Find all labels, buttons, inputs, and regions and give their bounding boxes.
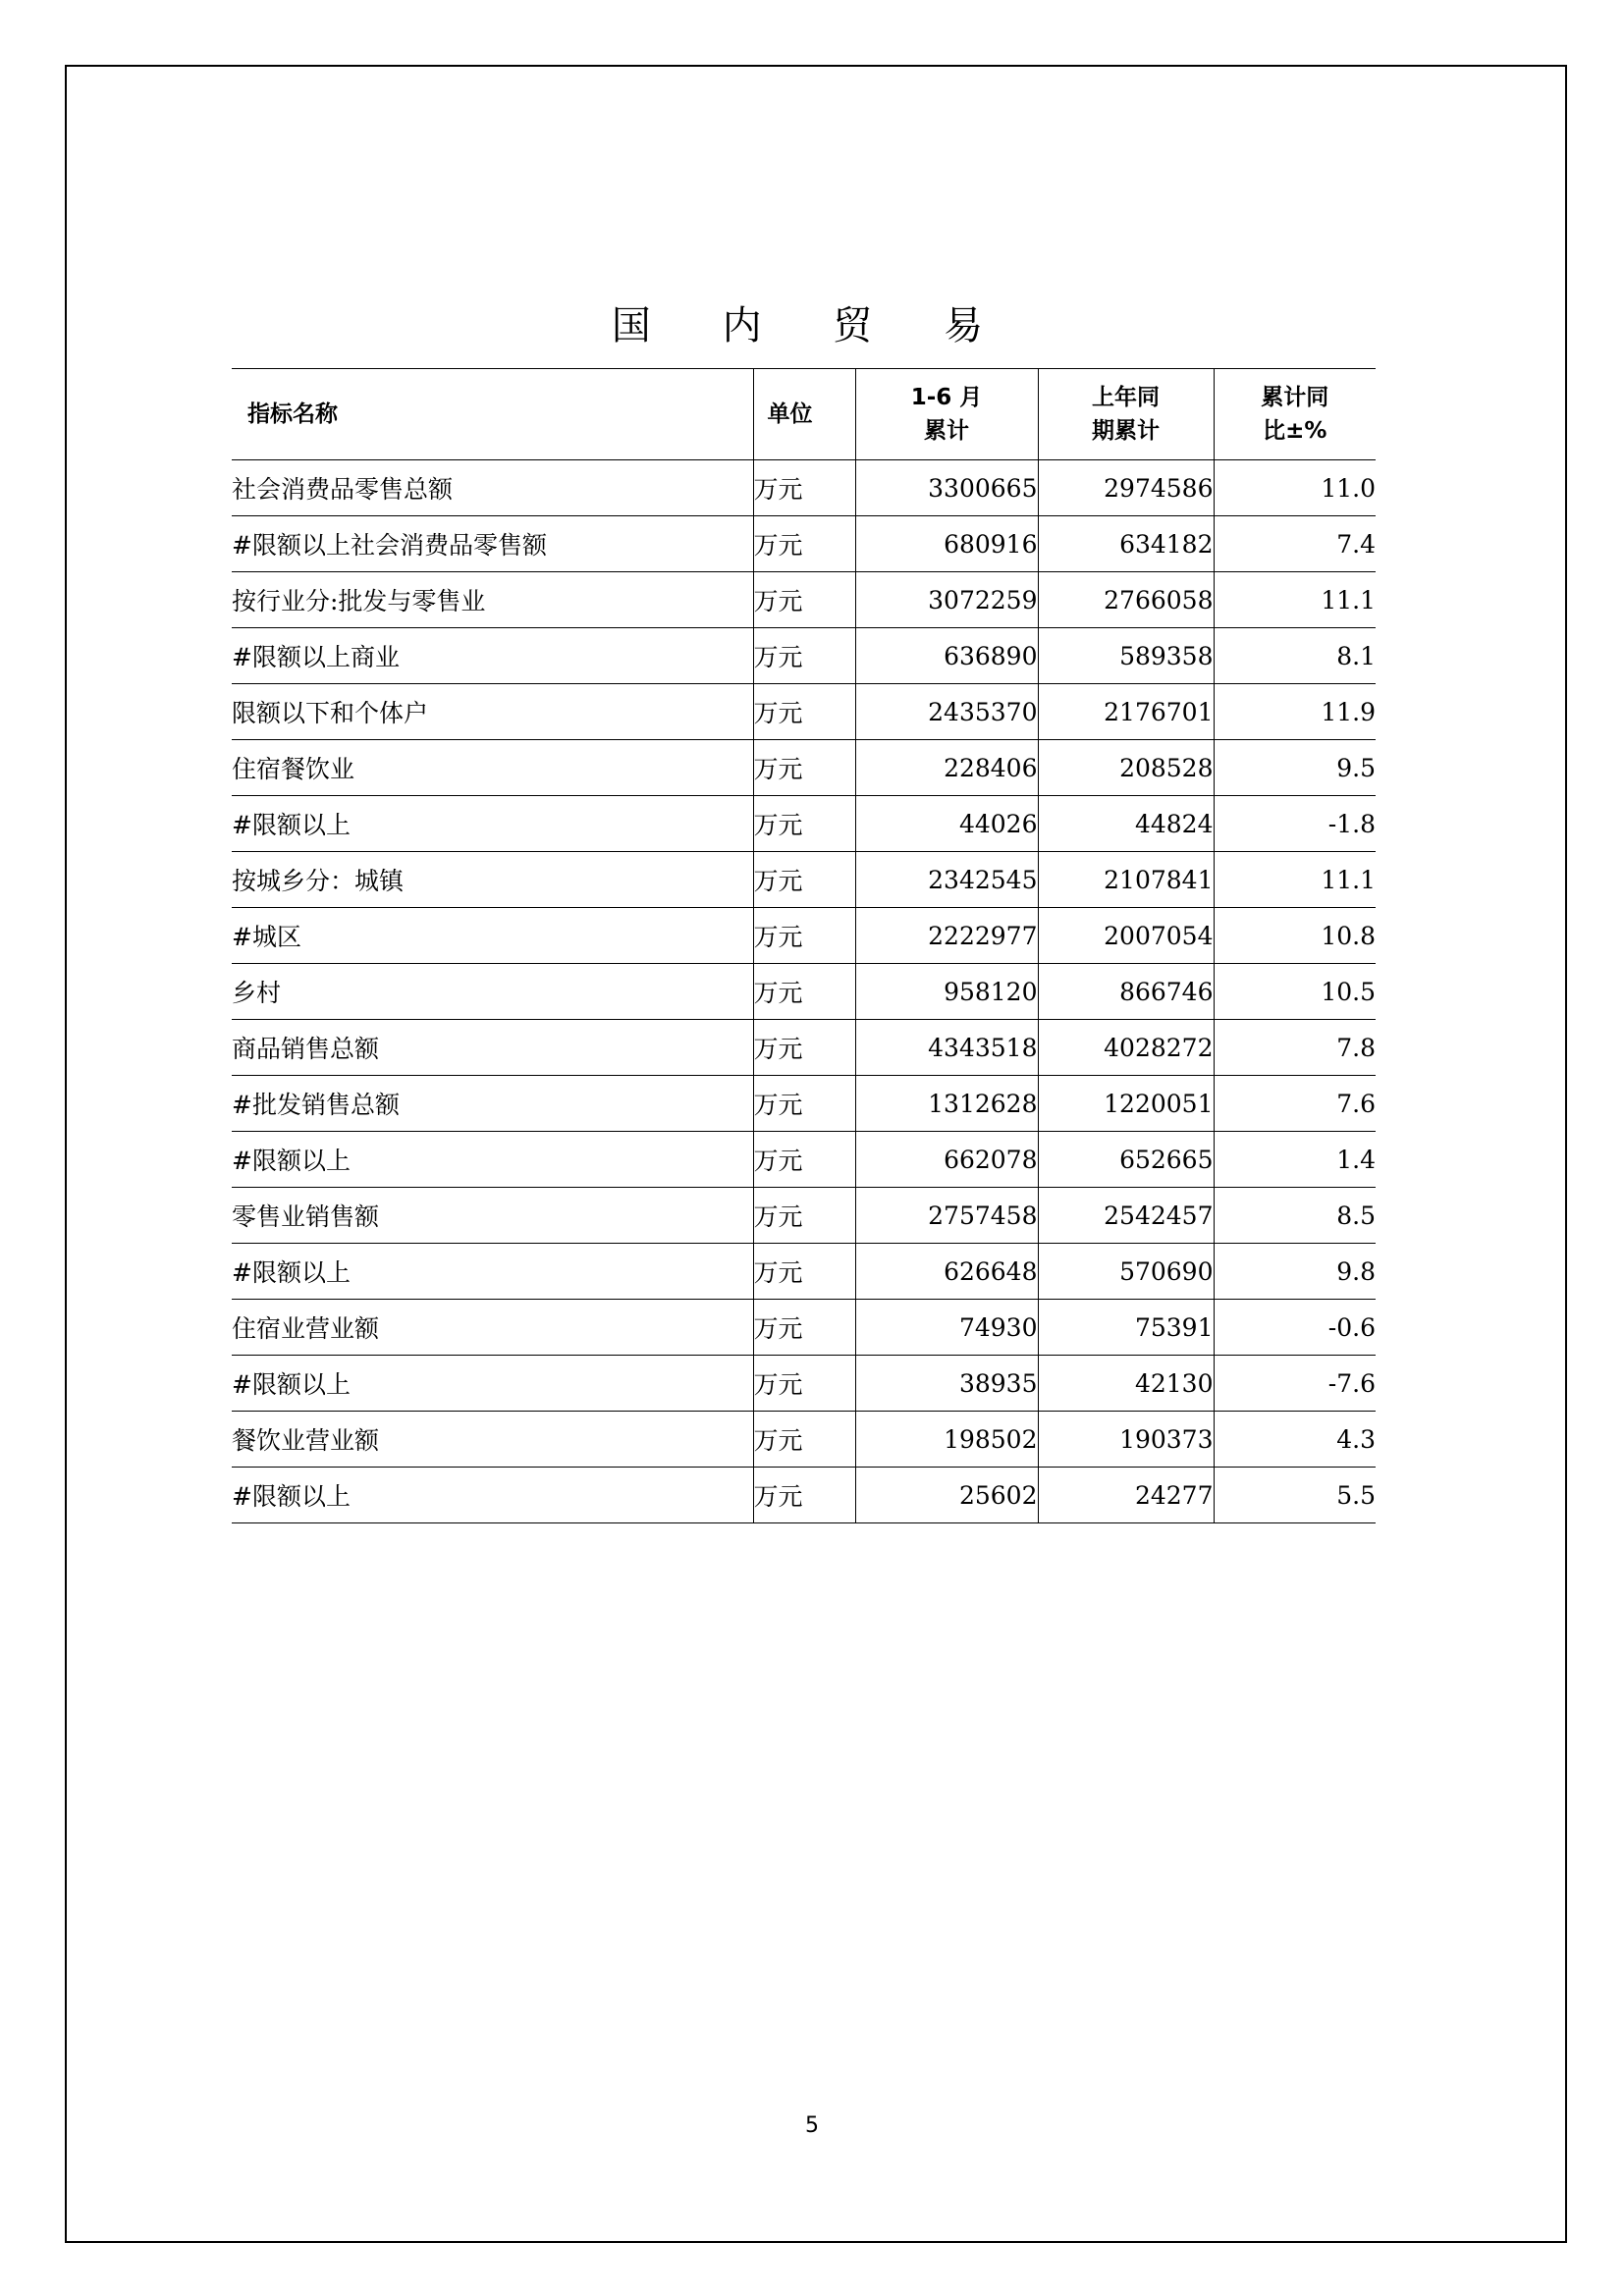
row-current: 3300665 [855, 460, 1038, 516]
table-row [232, 852, 1376, 908]
row-current: 1312628 [855, 1076, 1038, 1132]
row-name: #限额以上商业 [232, 628, 753, 684]
row-name: 零售业销售额 [232, 1188, 753, 1244]
row-unit: 万元 [753, 460, 855, 516]
header-yoy-change [1214, 369, 1376, 460]
row-name: 社会消费品零售总额 [232, 460, 753, 516]
row-change: 5.5 [1214, 1468, 1376, 1523]
row-previous: 652665 [1038, 1132, 1214, 1188]
row-change: 11.1 [1214, 852, 1376, 908]
row-current: 2222977 [855, 908, 1038, 964]
row-previous: 589358 [1038, 628, 1214, 684]
table-header-row [232, 369, 1376, 460]
row-previous: 208528 [1038, 740, 1214, 796]
row-change: 8.5 [1214, 1188, 1376, 1244]
row-current: 74930 [855, 1300, 1038, 1356]
row-change: -1.8 [1214, 796, 1376, 852]
header-change-line1: 累计同 [1261, 385, 1329, 410]
row-unit: 万元 [753, 684, 855, 740]
row-current: 2435370 [855, 684, 1038, 740]
row-previous: 634182 [1038, 516, 1214, 572]
row-current: 636890 [855, 628, 1038, 684]
row-current: 2342545 [855, 852, 1038, 908]
row-previous: 570690 [1038, 1244, 1214, 1300]
table-row [232, 516, 1376, 572]
row-current: 662078 [855, 1132, 1038, 1188]
row-unit: 万元 [753, 1300, 855, 1356]
table-row [232, 460, 1376, 516]
row-unit: 万元 [753, 1412, 855, 1468]
row-change: 9.8 [1214, 1244, 1376, 1300]
table-row [232, 1356, 1376, 1412]
row-current: 38935 [855, 1356, 1038, 1412]
row-current: 25602 [855, 1468, 1038, 1523]
row-change: 10.8 [1214, 908, 1376, 964]
row-change: 11.1 [1214, 572, 1376, 628]
row-change: 7.4 [1214, 516, 1376, 572]
table-row [232, 628, 1376, 684]
table-row [232, 572, 1376, 628]
row-change: 8.1 [1214, 628, 1376, 684]
row-previous: 2766058 [1038, 572, 1214, 628]
domestic-trade-table [232, 368, 1376, 1523]
row-previous: 24277 [1038, 1468, 1214, 1523]
row-unit: 万元 [753, 1020, 855, 1076]
row-unit: 万元 [753, 1188, 855, 1244]
row-change: -0.6 [1214, 1300, 1376, 1356]
table-row [232, 796, 1376, 852]
row-current: 44026 [855, 796, 1038, 852]
row-name: #限额以上 [232, 1244, 753, 1300]
header-change-line2: 比±% [1263, 418, 1327, 444]
row-change: 11.9 [1214, 684, 1376, 740]
table-row [232, 1188, 1376, 1244]
header-previous-line2: 期累计 [1092, 418, 1160, 444]
row-name: 住宿餐饮业 [232, 740, 753, 796]
row-name: 住宿业营业额 [232, 1300, 753, 1356]
row-unit: 万元 [753, 628, 855, 684]
table-row [232, 1300, 1376, 1356]
row-unit: 万元 [753, 908, 855, 964]
row-unit: 万元 [753, 1356, 855, 1412]
row-unit: 万元 [753, 516, 855, 572]
row-current: 3072259 [855, 572, 1038, 628]
row-previous: 2974586 [1038, 460, 1214, 516]
row-previous: 190373 [1038, 1412, 1214, 1468]
row-previous: 2542457 [1038, 1188, 1214, 1244]
row-name: 限额以下和个体户 [232, 684, 753, 740]
row-change: 4.3 [1214, 1412, 1376, 1468]
row-name: #限额以上 [232, 1356, 753, 1412]
table-row [232, 964, 1376, 1020]
table-row [232, 1076, 1376, 1132]
row-name: 乡村 [232, 964, 753, 1020]
header-unit: 单位 [753, 369, 855, 460]
row-previous: 42130 [1038, 1356, 1214, 1412]
row-name: #限额以上 [232, 796, 753, 852]
row-current: 198502 [855, 1412, 1038, 1468]
row-previous: 866746 [1038, 964, 1214, 1020]
page-number: 5 [805, 2113, 819, 2138]
header-current-cumulative [855, 369, 1038, 460]
row-previous: 2007054 [1038, 908, 1214, 964]
row-unit: 万元 [753, 964, 855, 1020]
row-unit: 万元 [753, 1076, 855, 1132]
header-previous-line1: 上年同 [1092, 385, 1160, 410]
row-name: 商品销售总额 [232, 1020, 753, 1076]
row-current: 958120 [855, 964, 1038, 1020]
row-current: 4343518 [855, 1020, 1038, 1076]
row-change: 9.5 [1214, 740, 1376, 796]
table-row [232, 908, 1376, 964]
row-change: 11.0 [1214, 460, 1376, 516]
row-change: 1.4 [1214, 1132, 1376, 1188]
row-previous: 1220051 [1038, 1076, 1214, 1132]
row-change: 7.6 [1214, 1076, 1376, 1132]
row-change: 7.8 [1214, 1020, 1376, 1076]
row-name: 按行业分:批发与零售业 [232, 572, 753, 628]
table-row [232, 1020, 1376, 1076]
row-current: 2757458 [855, 1188, 1038, 1244]
row-unit: 万元 [753, 1468, 855, 1523]
table-row [232, 1132, 1376, 1188]
row-unit: 万元 [753, 1132, 855, 1188]
row-previous: 2107841 [1038, 852, 1214, 908]
row-previous: 4028272 [1038, 1020, 1214, 1076]
row-current: 626648 [855, 1244, 1038, 1300]
row-current: 228406 [855, 740, 1038, 796]
header-indicator-name: 指标名称 [232, 369, 753, 460]
row-name: #批发销售总额 [232, 1076, 753, 1132]
row-change: -7.6 [1214, 1356, 1376, 1412]
header-current-line1: 1-6 月 [910, 385, 983, 410]
header-previous-cumulative [1038, 369, 1214, 460]
row-name: #限额以上 [232, 1468, 753, 1523]
row-unit: 万元 [753, 796, 855, 852]
table-row [232, 740, 1376, 796]
row-unit: 万元 [753, 852, 855, 908]
header-current-line2: 累计 [924, 418, 969, 444]
row-unit: 万元 [753, 1244, 855, 1300]
table-row [232, 1244, 1376, 1300]
row-previous: 44824 [1038, 796, 1214, 852]
row-unit: 万元 [753, 740, 855, 796]
table-row [232, 1468, 1376, 1523]
row-previous: 2176701 [1038, 684, 1214, 740]
row-current: 680916 [855, 516, 1038, 572]
row-name: 餐饮业营业额 [232, 1412, 753, 1468]
row-previous: 75391 [1038, 1300, 1214, 1356]
table-row [232, 684, 1376, 740]
row-name: #城区 [232, 908, 753, 964]
table-row [232, 1412, 1376, 1468]
row-change: 10.5 [1214, 964, 1376, 1020]
row-name: #限额以上社会消费品零售额 [232, 516, 753, 572]
row-name: #限额以上 [232, 1132, 753, 1188]
row-unit: 万元 [753, 572, 855, 628]
page-title: 国 内 贸 易 [611, 303, 1013, 348]
row-name: 按城乡分：城镇 [232, 852, 753, 908]
